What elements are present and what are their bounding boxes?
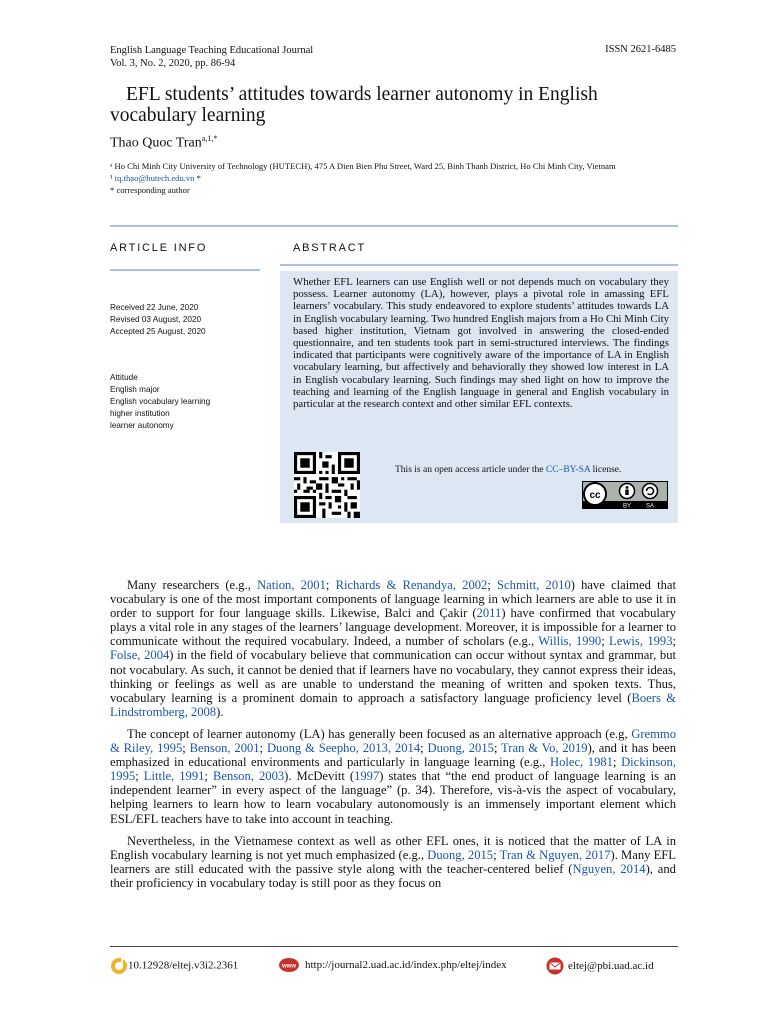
citation-link[interactable]: Nguyen, 2014 (572, 861, 646, 876)
abstract-divider (280, 264, 678, 266)
qr-code-icon[interactable] (293, 452, 361, 518)
cc-by-sa-badge-icon[interactable] (582, 481, 668, 509)
citation-link[interactable]: Little, 1991 (143, 769, 205, 784)
title-line-2: vocabulary learning (110, 105, 266, 126)
email-icon (545, 957, 565, 975)
www-icon (278, 957, 300, 973)
citation-link[interactable]: Willis, 1990 (538, 634, 602, 649)
top-divider (110, 225, 678, 227)
author-name: Thao Quoc Tran (110, 135, 202, 151)
affiliation: ᵃ Ho Chi Minh City University of Technology (HUTECH), 475 A Dien Bien Phu Street, Ward 25, Binh Thanh District, Ho Chi Minh City, Vietnam (110, 161, 616, 171)
paragraph-3: Nevertheless, in the Vietnamese context as well as other EFL ones, it is noticed that the matter of LA in English vocabulary learning is not yet much emphasized (e.g., Duong, 2015; Tran & Nguyen, 2017). Many EFL learners are still educated with the passive style along with the teacher-centered belief (Nguyen, 2014), and their proficiency in vocabulary today is still poor as they focus on (110, 833, 677, 890)
citation-link[interactable]: Duong & Seepho, 2013, 2014 (266, 741, 421, 756)
citation-link[interactable]: Richards & Renandya, 2002 (335, 578, 488, 592)
received-date: Received 22 June, 2020 (110, 303, 199, 312)
article-info-divider (110, 269, 260, 271)
journal-url-text: http://journal2.uad.ac.id/index.php/eltej/index (305, 958, 507, 971)
keyword: English vocabulary learning (110, 397, 211, 406)
citation-link[interactable]: Tran & Vo, 2019 (501, 741, 588, 756)
revised-date: Revised 03 August, 2020 (110, 315, 202, 324)
citation-link[interactable]: Nation, 2001 (257, 578, 326, 592)
cc-sa-label: SA (645, 503, 655, 509)
corresponding-note: * corresponding author (110, 185, 190, 195)
author-superscript: a,1,* (201, 134, 218, 143)
license-link[interactable]: CC–BY-SA (545, 465, 591, 475)
citation-link[interactable]: Boers & Lindstromberg, 2008 (110, 690, 677, 719)
author (110, 134, 217, 152)
citation-link[interactable]: 1997 (354, 769, 380, 784)
citation-link[interactable]: Folse, 2004 (110, 648, 170, 663)
citation-link[interactable]: Gremmo & Riley, 1995 (110, 726, 676, 756)
citation-link[interactable]: Lewis, 1993 (609, 634, 673, 649)
keyword: learner autonomy (110, 421, 174, 430)
citation-link[interactable]: Benson, 2001 (189, 741, 260, 756)
abstract-heading: ABSTRACT (293, 242, 367, 254)
journal-volume: Vol. 3, No. 2, 2020, pp. 86-94 (110, 58, 236, 69)
author-email-link[interactable]: tq.thao@hutech.edu.vn (114, 173, 195, 183)
citation-link[interactable]: 2011 (476, 606, 502, 621)
footer-divider (110, 946, 678, 947)
svg-text:www: www (281, 963, 297, 970)
abstract-text: Whether EFL learners can use English well or not depends much on vocabulary they possess. Learner autonomy (LA), however, plays a pivotal role in amassing EFL learners’ vocabulary. This study endeavored to explore students’ attitudes towards LA in English vocabulary learning. Two hundred English majors from a Ho Chi Minh City based higher institution, Vietnam got involved in answering the closed-ended questionnaire, and ten students took part in semi-structured interviews. The findings indicated that participants were cognitively aware of the importance of LA in English vocabulary learning, but affectively and behaviorally they showed low interest in LA in English vocabulary learning. Such findings may shed light on how to improve the teaching and learning of the English language in general and English vocabulary in particular at the research context and other similar EFL contexts. (293, 276, 669, 411)
journal-name: English Language Teaching Educational Journal (110, 45, 314, 56)
journal-email-link[interactable] (545, 957, 654, 975)
citation-link[interactable]: Duong, 2015 (427, 847, 494, 862)
citation-link[interactable]: Schmitt, 2010 (497, 578, 571, 592)
email-marker: ¹ (110, 173, 115, 183)
issn: ISSN 2621-6485 (605, 44, 676, 55)
journal-url-link[interactable] (278, 957, 507, 973)
doi-link[interactable] (110, 957, 238, 975)
license-prefix: This is an open access article under the (395, 465, 546, 475)
email-asterisk: * (194, 173, 201, 183)
cc-by-label: BY (622, 503, 632, 509)
citation-link[interactable]: Dickinson, 1995 (110, 755, 676, 784)
journal-email-text: eltej@pbi.uad.ac.id (568, 959, 654, 972)
citation-link[interactable]: Duong, 2015 (427, 741, 494, 756)
license-suffix: license. (590, 465, 622, 475)
accepted-date: Accepted 25 August, 2020 (110, 327, 206, 336)
citation-link[interactable]: Tran & Nguyen, 2017 (499, 847, 611, 862)
svg-text:cc: cc (589, 490, 601, 501)
license-statement (395, 465, 621, 475)
doi-text: 10.12928/eltej.v3i2.2361 (128, 959, 239, 972)
paragraph-1: Many researchers (e.g., Nation, 2001; Richards & Renandya, 2002; Schmitt, 2010) have claimed that vocabulary is one of the most important components of language learning in which learners are able to use it in order to support for four language skills. Likewise, Balci and Çakir (2011) have confirmed that vocabulary plays a vital role in any stages of the learners’ language development. Moreover, it is impossible for a learner to communicate without the required vocabulary. Indeed, a number of scholars (e.g., Willis, 1990; Lewis, 1993; Folse, 2004) in the field of vocabulary believe that communication can occur without syntax and grammar, but not vocabulary. As such, it cannot be denied that if learners have no vocabulary, they cannot express their ideas, thinking or feelings as well as are unable to understand the meaning of written and spoken texts. Thus, vocabulary learning is a prominent domain to approach a satisfactory language proficiency level (Boers & Lindstromberg, 2008). (110, 578, 677, 719)
keyword: English major (110, 385, 160, 394)
title-line-1: EFL students’ attitudes towards learner autonomy in English (126, 84, 598, 105)
keyword: higher institution (110, 409, 170, 418)
paper-title (110, 84, 670, 126)
keyword: Attitude (110, 373, 138, 382)
paragraph-2: The concept of learner autonomy (LA) has generally been focused as an alternative approach (e.g, Gremmo & Riley, 1995; Benson, 2001; Duong & Seepho, 2013, 2014; Duong, 2015; Tran & Vo, 2019), and it has been emphasized in educational environments and particularly in language learning (e.g., Holec, 1981; Dickinson, 1995; Little, 1991; Benson, 2003). McDevitt (1997) states that “the end product of language learning is an independent learner” in every aspect of the language” (p. 34). Therefore, vis-à-vis the aspect of vocabulary, helping learners to learn how to learn vocabulary autonomously is an immensely important element which ESL/EFL teachers have to take into account in teaching. (110, 726, 676, 826)
author-email-line (110, 172, 201, 184)
doi-icon (110, 957, 128, 975)
article-info-heading: ARTICLE INFO (110, 242, 208, 254)
body-text (110, 578, 676, 898)
citation-link[interactable]: Benson, 2003 (212, 769, 285, 784)
citation-link[interactable]: Holec, 1981 (549, 755, 613, 770)
